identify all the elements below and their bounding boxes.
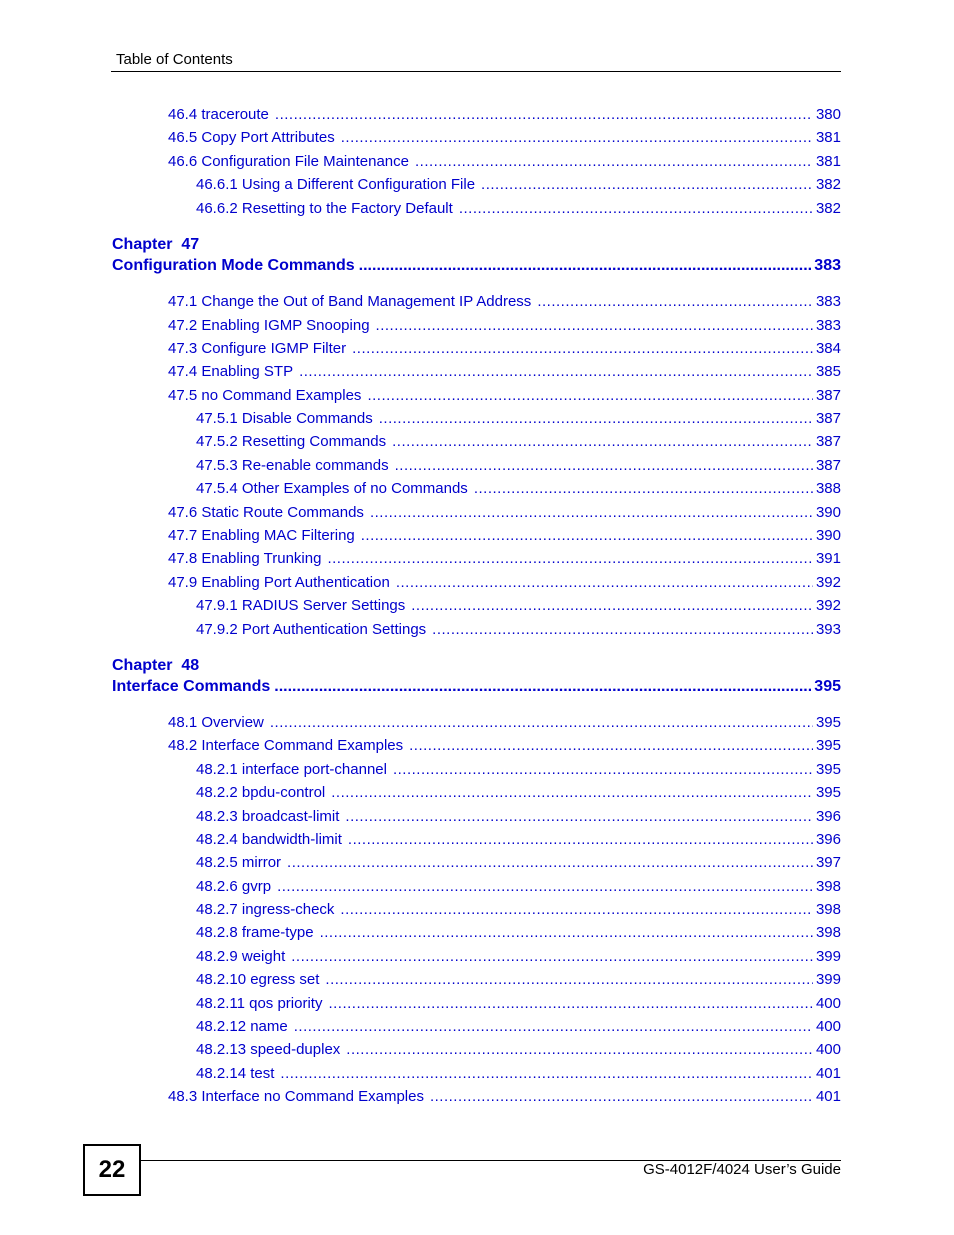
toc-entry[interactable]: [168, 504, 841, 524]
toc-entry-page: 400: [815, 995, 841, 1012]
chapter-entry[interactable]: [112, 257, 841, 279]
toc-entry[interactable]: [168, 574, 841, 594]
toc-entry-label: 48.2.9 weight: [196, 948, 286, 965]
toc-entry-page: 395: [815, 714, 841, 731]
leader-dots: [340, 901, 813, 918]
toc-entry[interactable]: [196, 200, 841, 220]
toc-entry-label: 48.3 Interface no Command Examples: [168, 1088, 424, 1105]
toc-entry[interactable]: [196, 480, 841, 500]
toc-entry[interactable]: [196, 854, 841, 874]
leader-dots: [328, 995, 813, 1012]
toc-entry-page: 399: [815, 971, 841, 988]
toc-entry-label: 48.2.11 qos priority: [196, 995, 323, 1012]
chapter-page: 383: [814, 257, 841, 274]
toc-entry[interactable]: [168, 293, 841, 313]
toc-entry-page: 401: [815, 1065, 841, 1082]
toc-entry[interactable]: [196, 597, 841, 617]
toc-entry[interactable]: [196, 924, 841, 944]
toc-entry-page: 388: [815, 480, 841, 497]
toc-entry-page: 395: [815, 737, 841, 754]
toc-entry[interactable]: [196, 457, 841, 477]
leader-dots: [396, 574, 813, 591]
toc-entry-label: 47.8 Enabling Trunking: [168, 550, 322, 567]
leader-dots: [341, 129, 813, 146]
toc-entry-page: 390: [815, 504, 841, 521]
toc-entry[interactable]: [196, 971, 841, 991]
leader-dots: [270, 714, 813, 731]
toc-entry[interactable]: [196, 176, 841, 196]
toc-entry-label: 47.5.4 Other Examples of no Commands: [196, 480, 468, 497]
toc-entry-page: 382: [815, 200, 841, 217]
toc-entry-label: 47.4 Enabling STP: [168, 363, 294, 380]
leader-dots: [432, 621, 813, 638]
leader-dots: [376, 317, 813, 334]
toc-entry-label: 48.2.1 interface port-channel: [196, 761, 387, 778]
leader-dots: [481, 176, 813, 193]
toc-entry[interactable]: [196, 761, 841, 781]
toc-entry-label: 48.2.8 frame-type: [196, 924, 314, 941]
toc-entry-page: 387: [815, 387, 841, 404]
chapter-label: Chapter 48: [112, 657, 200, 674]
leader-dots: [352, 340, 813, 357]
leader-dots: [287, 854, 813, 871]
leader-dots: [299, 363, 813, 380]
leader-dots: [395, 457, 813, 474]
leader-dots: [327, 550, 813, 567]
leader-dots: [459, 200, 813, 217]
toc-entry-label: 47.7 Enabling MAC Filtering: [168, 527, 355, 544]
toc-entry-page: 399: [815, 948, 841, 965]
leader-dots: [409, 737, 813, 754]
toc-entry[interactable]: [168, 550, 841, 570]
chapter-label: Chapter 47: [112, 236, 200, 253]
leader-dots: [361, 527, 813, 544]
toc-entry-page: 397: [815, 854, 841, 871]
leader-dots: [346, 1041, 813, 1058]
toc-entry-label: 48.2 Interface Command Examples: [168, 737, 404, 754]
leader-dots: [367, 387, 813, 404]
toc-entry-label: 46.6.1 Using a Different Configuration File: [196, 176, 476, 193]
leader-dots: [348, 831, 813, 848]
toc-entry-page: 380: [815, 106, 841, 123]
leader-dots: [430, 1088, 813, 1105]
toc-entry-label: 48.2.6 gvrp: [196, 878, 272, 895]
leader-dots: [411, 597, 813, 614]
toc-entry-page: 393: [815, 621, 841, 638]
page-number-box: [83, 1144, 141, 1196]
toc-entry-label: 47.6 Static Route Commands: [168, 504, 364, 521]
toc-entry-label: 48.2.13 speed-duplex: [196, 1041, 341, 1058]
leader-dots: [275, 106, 813, 123]
page-number: 22: [98, 1156, 126, 1183]
leader-dots: [345, 808, 813, 825]
toc-entry-page: 384: [815, 340, 841, 357]
toc-entry[interactable]: [168, 714, 841, 734]
leader-dots: [320, 924, 813, 941]
toc-entry-label: 48.2.12 name: [196, 1018, 288, 1035]
toc-entry-page: 395: [815, 761, 841, 778]
chapter-title: Interface Commands: [112, 678, 271, 695]
toc-entry-label: 48.1 Overview: [168, 714, 264, 731]
toc-entry-page: 387: [815, 410, 841, 427]
toc-entry-page: 391: [815, 550, 841, 567]
toc-entry-page: 383: [815, 317, 841, 334]
toc-entry-label: 46.6.2 Resetting to the Factory Default: [196, 200, 453, 217]
toc-entry-label: 48.2.14 test: [196, 1065, 275, 1082]
toc-entry[interactable]: [168, 129, 841, 149]
toc-entry-page: 381: [815, 153, 841, 170]
leader-dots: [379, 410, 813, 427]
toc-entry[interactable]: [196, 433, 841, 453]
toc-entry-page: 400: [815, 1018, 841, 1035]
toc-entry-page: 382: [815, 176, 841, 193]
toc-entry-label: 47.9.2 Port Authentication Settings: [196, 621, 427, 638]
toc-entry-label: 46.5 Copy Port Attributes: [168, 129, 335, 146]
toc-entry-label: 47.9 Enabling Port Authentication: [168, 574, 390, 591]
toc-entry-page: 392: [815, 597, 841, 614]
toc-entry[interactable]: [168, 737, 841, 757]
toc-entry-label: 47.5.2 Resetting Commands: [196, 433, 387, 450]
footer-guide-title: GS-4012F/4024 User’s Guide: [643, 1161, 841, 1178]
leader-dots: [392, 433, 813, 450]
toc-entry-label: 46.6 Configuration File Maintenance: [168, 153, 409, 170]
toc-entry-label: 47.5 no Command Examples: [168, 387, 362, 404]
toc-entry[interactable]: [196, 948, 841, 968]
leader-dots: [393, 761, 813, 778]
toc-entry-label: 47.1 Change the Out of Band Management IP Address: [168, 293, 532, 310]
toc-entry[interactable]: [196, 784, 841, 804]
leader-dots: [537, 293, 813, 310]
toc-entry[interactable]: [196, 831, 841, 851]
leader-dots: [325, 971, 813, 988]
leader-dots: [474, 480, 813, 497]
toc-entry-label: 48.2.7 ingress-check: [196, 901, 335, 918]
leader-dots: [331, 784, 813, 801]
toc-entry-label: 46.4 traceroute: [168, 106, 269, 123]
leader-dots: [291, 948, 813, 965]
toc-entry-page: 398: [815, 924, 841, 941]
toc-entry[interactable]: [196, 995, 841, 1015]
leader-dots: [359, 257, 812, 275]
toc-entry-page: 396: [815, 831, 841, 848]
leader-dots: [370, 504, 813, 521]
toc-entry[interactable]: [196, 808, 841, 828]
toc-entry-page: 396: [815, 808, 841, 825]
toc-entry-label: 48.2.4 bandwidth-limit: [196, 831, 342, 848]
toc-entry-page: 385: [815, 363, 841, 380]
toc-entry-label: 47.5.3 Re-enable commands: [196, 457, 389, 474]
toc-entry-page: 387: [815, 457, 841, 474]
toc-entry-page: 392: [815, 574, 841, 591]
toc-entry-page: 395: [815, 784, 841, 801]
toc-entry[interactable]: [196, 878, 841, 898]
toc-entry-page: 381: [815, 129, 841, 146]
toc-entry-page: 387: [815, 433, 841, 450]
toc-entry-label: 48.2.5 mirror: [196, 854, 282, 871]
leader-dots: [274, 678, 811, 696]
toc-entry[interactable]: [168, 363, 841, 383]
toc-entry-page: 401: [815, 1088, 841, 1105]
chapter-page: 395: [814, 678, 841, 695]
toc-entry-label: 47.2 Enabling IGMP Snooping: [168, 317, 370, 334]
toc-entry-label: 47.9.1 RADIUS Server Settings: [196, 597, 406, 614]
leader-dots: [277, 878, 813, 895]
toc-entry[interactable]: [196, 621, 841, 641]
toc-entry-page: 383: [815, 293, 841, 310]
toc-entry-page: 398: [815, 901, 841, 918]
toc-entry[interactable]: [168, 317, 841, 337]
header-rule: [111, 71, 841, 72]
header-title: Table of Contents: [116, 51, 233, 68]
toc-entry-label: 47.5.1 Disable Commands: [196, 410, 373, 427]
toc-entry-label: 47.3 Configure IGMP Filter: [168, 340, 347, 357]
toc-entry[interactable]: [168, 106, 841, 126]
toc-entry[interactable]: [196, 901, 841, 921]
toc-entry[interactable]: [196, 1041, 841, 1061]
toc-entry[interactable]: [196, 410, 841, 430]
toc-entry[interactable]: [196, 1065, 841, 1085]
chapter-title: Configuration Mode Commands: [112, 257, 355, 274]
toc-entry[interactable]: [168, 153, 841, 173]
toc-entry-label: 48.2.3 broadcast-limit: [196, 808, 340, 825]
toc-entry-label: 48.2.2 bpdu-control: [196, 784, 326, 801]
toc-entry[interactable]: [168, 387, 841, 407]
toc-entry-label: 48.2.10 egress set: [196, 971, 320, 988]
leader-dots: [294, 1018, 813, 1035]
leader-dots: [280, 1065, 813, 1082]
toc-entry-page: 390: [815, 527, 841, 544]
toc-entry-page: 400: [815, 1041, 841, 1058]
leader-dots: [415, 153, 813, 170]
toc-entry-page: 398: [815, 878, 841, 895]
chapter-entry[interactable]: [112, 678, 841, 700]
toc-entry[interactable]: [168, 1088, 841, 1108]
toc-entry[interactable]: [168, 527, 841, 547]
toc-entry[interactable]: [168, 340, 841, 360]
toc-entry[interactable]: [196, 1018, 841, 1038]
